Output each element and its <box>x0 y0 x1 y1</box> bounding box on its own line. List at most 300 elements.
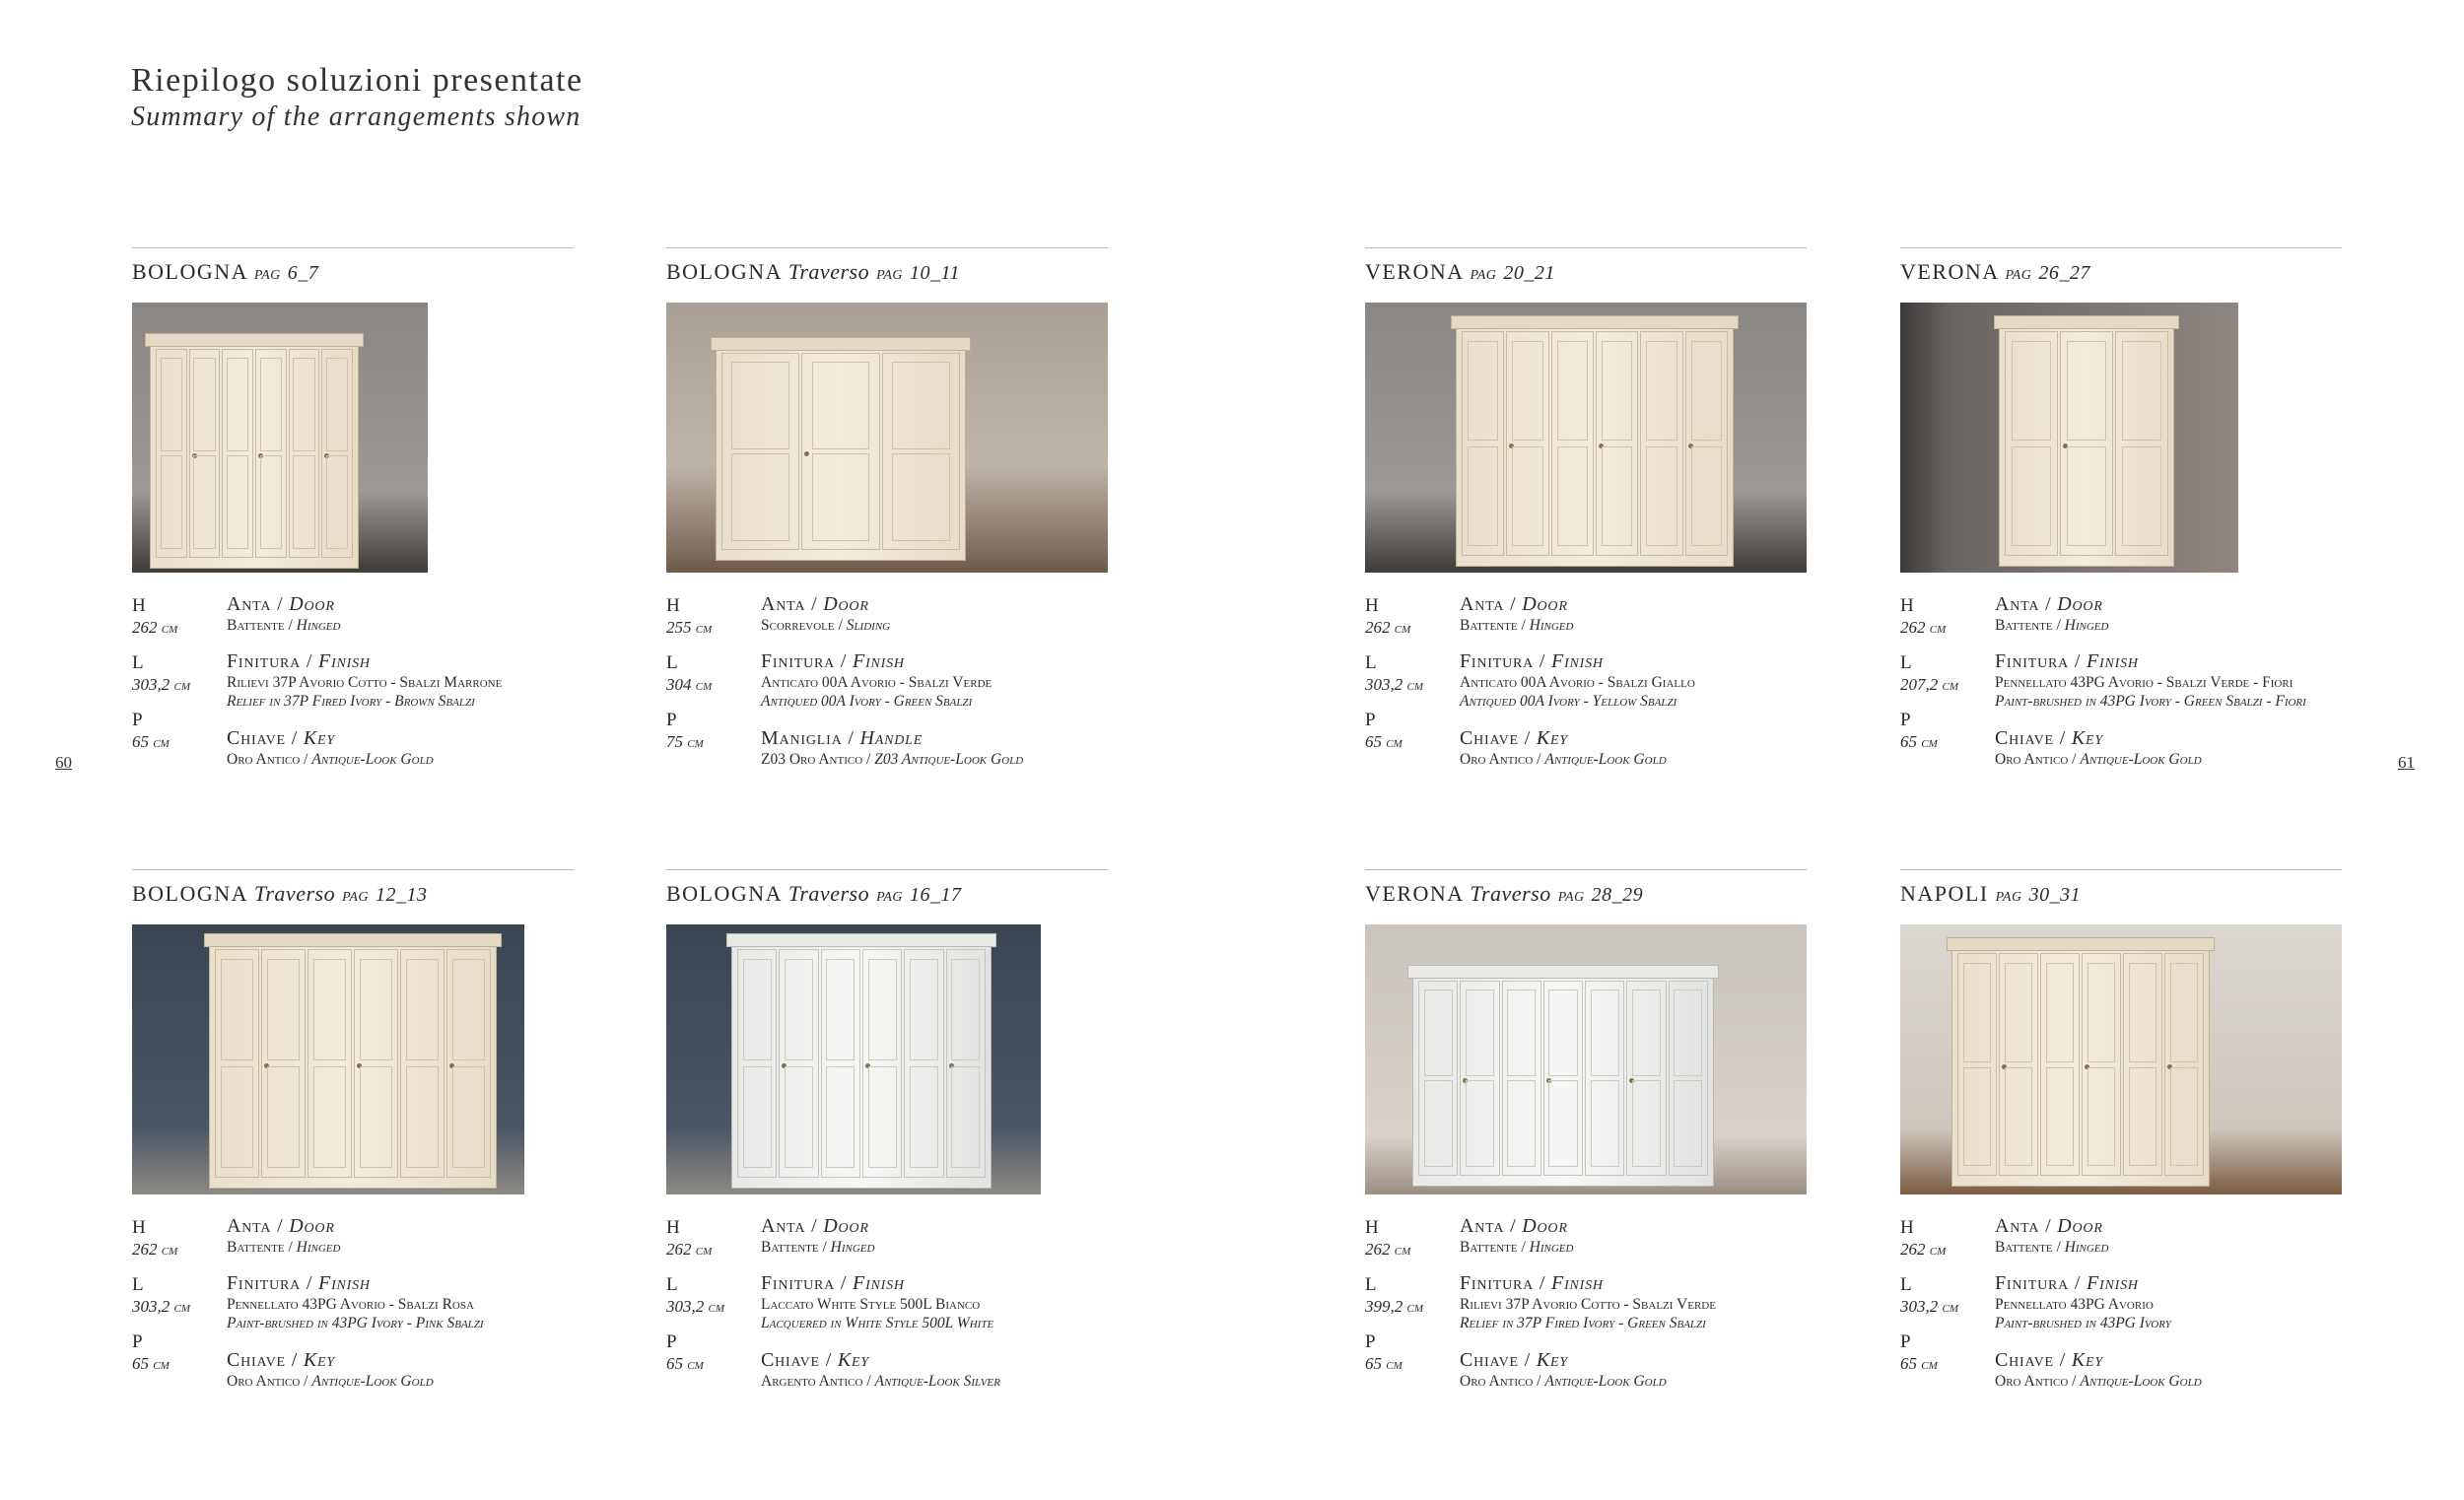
dimension-height: H 262 cm <box>666 1217 713 1259</box>
extra-label-en: Key <box>1536 1349 1568 1371</box>
dimension-height: H 262 cm <box>1900 1217 1947 1259</box>
page-ref: 16_17 <box>910 884 962 906</box>
wardrobe-door <box>289 349 320 558</box>
spec-door: Anta / Door Battente / Hinged <box>1460 1215 1574 1256</box>
finish-it: Pennellato 43PG Avorio <box>1995 1296 2154 1313</box>
depth-unit: cm <box>153 1357 170 1373</box>
height-value: 262 <box>1365 1240 1391 1259</box>
page-ref-label: pag <box>342 884 370 906</box>
dimension-height: H 255 cm <box>666 595 713 637</box>
spec-extra: Chiave / Key Oro Antico / Antique-Look Gold <box>1460 1349 1667 1390</box>
wardrobe-doors <box>214 949 492 1178</box>
wardrobe-cornice <box>1407 965 1719 979</box>
section-divider <box>1365 247 1807 248</box>
spec-finish: Finitura / Finish Rilievi 37P Avorio Cotto - Sbalzi Marrone Relief in 37P Fired Ivory - Brown Sbalzi <box>227 649 621 711</box>
extra-en: Z03 Antique-Look Gold <box>874 751 1024 768</box>
wardrobe-cornice <box>1994 315 2179 329</box>
door-label-en: Door <box>2057 593 2103 615</box>
wardrobe-door <box>1626 981 1666 1176</box>
wardrobe-illustration <box>1456 324 1734 567</box>
spec-extra: Chiave / Key Argento Antico / Antique-Look Silver <box>761 1349 1000 1390</box>
section-divider <box>666 247 1108 248</box>
wardrobe-door <box>904 949 943 1178</box>
extra-it: Oro Antico <box>1460 1373 1534 1390</box>
wardrobe-door <box>1685 331 1728 556</box>
door-knob <box>449 1063 454 1068</box>
finish-label-it: Finitura <box>761 1272 836 1294</box>
product-photo <box>1365 924 1807 1194</box>
door-knob <box>1546 1078 1551 1083</box>
product-title <box>1900 259 2373 289</box>
dimension-length: L 303,2 cm <box>132 652 190 694</box>
wardrobe-cornice <box>1451 315 1739 329</box>
depth-value: 65 <box>1365 732 1382 751</box>
door-type-it: Battente <box>1995 617 2053 634</box>
product-name: VERONA <box>1900 259 1999 284</box>
spec-door: Anta / Door Battente / Hinged <box>227 593 341 634</box>
extra-it: Oro Antico <box>1995 751 2069 768</box>
finish-label-it: Finitura <box>1460 1272 1535 1294</box>
spec-finish: Finitura / Finish Pennellato 43PG Avorio - Sbalzi Verde - Fiori Paint-brushed in 43PG Ivory - Green Sbalzi - Fiori <box>1995 649 2389 711</box>
height-unit: cm <box>695 1243 713 1259</box>
product-name: BOLOGNA <box>132 881 247 906</box>
depth-value: 65 <box>1365 1354 1382 1373</box>
depth-value: 65 <box>666 1354 683 1373</box>
finish-label-en: Finish <box>1551 650 1604 672</box>
wardrobe-doors <box>155 349 354 558</box>
finish-en: Paint-brushed in 43PG Ivory - Green Sbalzi - Fiori <box>1995 693 2306 710</box>
height-unit: cm <box>161 1243 178 1259</box>
page-ref: 28_29 <box>1591 884 1644 906</box>
wardrobe-illustration <box>1999 324 2174 567</box>
door-label-it: Anta <box>1460 1215 1505 1237</box>
height-value: 262 <box>1900 1240 1926 1259</box>
dimension-length: L 303,2 cm <box>666 1274 724 1316</box>
extra-label-en: Key <box>2071 727 2103 749</box>
length-value: 399,2 <box>1365 1297 1403 1316</box>
length-value: 304 <box>666 675 692 694</box>
wardrobe-door <box>1506 331 1548 556</box>
spec-finish: Finitura / Finish Laccato White Style 500L Bianco Lacquered in White Style 500L White <box>761 1271 1155 1332</box>
extra-it: Z03 Oro Antico <box>761 751 863 768</box>
product-title <box>1900 881 2373 911</box>
wardrobe-illustration <box>716 346 966 561</box>
wardrobe-door <box>446 949 491 1178</box>
length-unit: cm <box>1942 678 1958 694</box>
product-card <box>1365 869 1838 1390</box>
spec-door: Anta / Door Scorrevole / Sliding <box>761 593 891 634</box>
depth-value: 65 <box>132 1354 149 1373</box>
dimension-length: L 303,2 cm <box>1365 652 1423 694</box>
door-type-en: Hinged <box>830 1239 875 1256</box>
extra-label-it: Chiave <box>1460 727 1519 749</box>
height-unit: cm <box>695 621 713 637</box>
length-value: 303,2 <box>1365 675 1403 694</box>
extra-label-en: Key <box>1536 727 1568 749</box>
extra-en: Antique-Look Gold <box>2080 1373 2202 1390</box>
height-value: 262 <box>666 1240 692 1259</box>
dimension-length: L 304 cm <box>666 652 713 694</box>
door-label-it: Anta <box>227 593 272 615</box>
extra-label-it: Chiave <box>1995 1349 2054 1371</box>
wardrobe-cornice <box>204 933 502 947</box>
section-divider <box>1900 247 2342 248</box>
wardrobe-door <box>2115 331 2168 556</box>
wardrobe-door <box>1462 331 1504 556</box>
finish-it: Rilievi 37P Avorio Cotto - Sbalzi Verde <box>1460 1296 1716 1313</box>
dimension-height: H 262 cm <box>1365 595 1411 637</box>
extra-label-it: Chiave <box>227 1349 286 1371</box>
wardrobe-door <box>2082 953 2121 1176</box>
product-photo <box>666 924 1041 1194</box>
door-knob <box>1463 1078 1468 1083</box>
finish-label-it: Finitura <box>227 1272 302 1294</box>
product-photo <box>1365 303 1807 573</box>
dimension-height: H 262 cm <box>132 595 178 637</box>
page-ref-label: pag <box>876 884 904 906</box>
door-knob <box>2002 1064 2007 1069</box>
extra-en: Antique-Look Gold <box>1544 751 1667 768</box>
product-photo <box>1900 303 2238 573</box>
product-title <box>1365 881 1838 911</box>
wardrobe-illustration <box>1951 946 2210 1187</box>
finish-en: Paint-brushed in 43PG Ivory <box>1995 1315 2171 1331</box>
wardrobe-door <box>1502 981 1541 1176</box>
extra-label-en: Key <box>303 727 335 749</box>
wardrobe-door <box>215 949 259 1178</box>
door-label-en: Door <box>289 593 335 615</box>
wardrobe-door <box>2123 953 2162 1176</box>
height-value: 262 <box>1900 618 1926 637</box>
door-knob <box>264 1063 269 1068</box>
spec-extra: Chiave / Key Oro Antico / Antique-Look Gold <box>227 727 434 768</box>
product-name: BOLOGNA <box>666 881 782 906</box>
wardrobe-illustration <box>209 942 497 1189</box>
height-unit: cm <box>1929 1243 1947 1259</box>
product-photo <box>1900 924 2342 1194</box>
wardrobe-doors <box>2004 331 2169 556</box>
dimension-depth: P 65 cm <box>132 1331 170 1373</box>
length-unit: cm <box>1406 678 1423 694</box>
dimension-length: L 303,2 cm <box>132 1274 190 1316</box>
depth-unit: cm <box>687 1357 704 1373</box>
height-unit: cm <box>1394 1243 1411 1259</box>
product-variant: Traverso <box>1470 881 1551 906</box>
extra-label-it: Chiave <box>761 1349 820 1371</box>
dimension-height: H 262 cm <box>1900 595 1947 637</box>
extra-label-en: Key <box>2071 1349 2103 1371</box>
extra-en: Antique-Look Gold <box>311 1373 434 1390</box>
extra-label-en: Key <box>303 1349 335 1371</box>
extra-it: Oro Antico <box>227 751 301 768</box>
extra-label-it: Chiave <box>1995 727 2054 749</box>
height-value: 262 <box>132 1240 158 1259</box>
length-value: 303,2 <box>132 675 171 694</box>
product-title <box>666 259 1139 289</box>
depth-value: 75 <box>666 732 683 751</box>
wardrobe-door <box>2005 331 2058 556</box>
door-knob <box>1688 443 1693 448</box>
door-knob <box>192 453 197 458</box>
door-type-it: Scorrevole <box>761 617 835 634</box>
finish-en: Relief in 37P Fired Ivory - Green Sbalzi <box>1460 1315 1706 1331</box>
door-label-en: Door <box>823 1215 869 1237</box>
dimension-length: L 207,2 cm <box>1900 652 1958 694</box>
wardrobe-door <box>882 353 960 550</box>
spec-door: Anta / Door Battente / Hinged <box>1460 593 1574 634</box>
spec-extra: Chiave / Key Oro Antico / Antique-Look Gold <box>227 1349 434 1390</box>
door-type-it: Battente <box>1460 1239 1518 1256</box>
wardrobe-door <box>1999 953 2038 1176</box>
height-unit: cm <box>1929 621 1947 637</box>
extra-it: Oro Antico <box>1995 1373 2069 1390</box>
product-name: VERONA <box>1365 881 1464 906</box>
extra-label-it: Chiave <box>1460 1349 1519 1371</box>
length-value: 303,2 <box>132 1297 171 1316</box>
page-ref: 12_13 <box>376 884 428 906</box>
spec-finish: Finitura / Finish Pennellato 43PG Avorio Paint-brushed in 43PG Ivory <box>1995 1271 2389 1332</box>
product-photo <box>666 303 1108 573</box>
section-divider <box>132 869 574 870</box>
wardrobe-illustration <box>150 342 359 569</box>
door-label-it: Anta <box>761 1215 806 1237</box>
finish-label-it: Finitura <box>761 650 836 672</box>
page-ref: 20_21 <box>1503 262 1555 284</box>
door-knob <box>357 1063 362 1068</box>
wardrobe-door <box>321 349 353 558</box>
wardrobe-door <box>354 949 398 1178</box>
depth-unit: cm <box>687 735 704 751</box>
length-unit: cm <box>1942 1300 1958 1316</box>
page-ref: 10_11 <box>910 262 961 284</box>
door-label-en: Door <box>1522 593 1568 615</box>
product-photo <box>132 924 524 1194</box>
door-knob <box>258 453 263 458</box>
page-subtitle: Summary of the arrangements shown <box>131 102 582 132</box>
product-variant: Traverso <box>787 259 870 284</box>
finish-en: Antiqued 00A Ivory - Green Sbalzi <box>761 693 973 710</box>
door-knob <box>949 1063 954 1068</box>
wardrobe-door <box>222 349 253 558</box>
door-knob <box>865 1063 870 1068</box>
product-name: NAPOLI <box>1900 881 1989 906</box>
extra-label-en: Key <box>837 1349 869 1371</box>
length-unit: cm <box>173 678 190 694</box>
product-variant: Traverso <box>253 881 336 906</box>
depth-value: 65 <box>132 732 149 751</box>
product-title <box>132 881 605 911</box>
wardrobe-cornice <box>1947 937 2215 951</box>
door-type-it: Battente <box>227 1239 285 1256</box>
wardrobe-door <box>1551 331 1594 556</box>
door-type-en: Hinged <box>1529 1239 1574 1256</box>
wardrobe-door <box>400 949 445 1178</box>
door-label-it: Anta <box>761 593 806 615</box>
spec-door: Anta / Door Battente / Hinged <box>1995 593 2109 634</box>
spec-door: Anta / Door Battente / Hinged <box>1995 1215 2109 1256</box>
product-card <box>1900 869 2373 1390</box>
finish-label-en: Finish <box>2087 1272 2139 1294</box>
door-label-en: Door <box>289 1215 335 1237</box>
finish-it: Pennellato 43PG Avorio - Sbalzi Rosa <box>227 1296 474 1313</box>
page-heading <box>131 61 583 134</box>
door-knob <box>2167 1064 2172 1069</box>
finish-en: Relief in 37P Fired Ivory - Brown Sbalzi <box>227 693 475 710</box>
product-card <box>132 869 605 1390</box>
finish-en: Paint-brushed in 43PG Ivory - Pink Sbalzi <box>227 1315 484 1331</box>
door-type-it: Battente <box>1995 1239 2053 1256</box>
door-knob <box>804 451 809 456</box>
extra-label-it: Maniglia <box>761 727 843 749</box>
wardrobe-door <box>255 349 287 558</box>
finish-label-it: Finitura <box>227 650 302 672</box>
depth-value: 65 <box>1900 1354 1917 1373</box>
wardrobe-cornice <box>726 933 996 947</box>
product-name: BOLOGNA <box>666 259 782 284</box>
spec-door: Anta / Door Battente / Hinged <box>227 1215 341 1256</box>
product-name: VERONA <box>1365 259 1464 284</box>
page-ref: 6_7 <box>287 262 319 284</box>
wardrobe-door <box>2060 331 2113 556</box>
finish-it: Pennellato 43PG Avorio - Sbalzi Verde - Fiori <box>1995 674 2293 691</box>
extra-en: Antique-Look Silver <box>874 1373 1000 1390</box>
section-divider <box>1365 869 1807 870</box>
wardrobe-door <box>862 949 902 1178</box>
dimension-length: L 303,2 cm <box>1900 1274 1958 1316</box>
wardrobe-door <box>1640 331 1682 556</box>
length-unit: cm <box>1406 1300 1423 1316</box>
height-unit: cm <box>161 621 178 637</box>
page-ref: 26_27 <box>2038 262 2090 284</box>
finish-label-en: Finish <box>853 650 905 672</box>
page-ref: 30_31 <box>2028 884 2082 906</box>
height-unit: cm <box>1394 621 1411 637</box>
door-type-en: Hinged <box>296 1239 341 1256</box>
page-title: Riepilogo soluzioni presentate <box>131 62 583 99</box>
extra-it: Argento Antico <box>761 1373 863 1390</box>
spec-extra: Chiave / Key Oro Antico / Antique-Look Gold <box>1995 1349 2202 1390</box>
length-unit: cm <box>173 1300 190 1316</box>
extra-en: Antique-Look Gold <box>311 751 434 768</box>
spec-finish: Finitura / Finish Rilievi 37P Avorio Cotto - Sbalzi Verde Relief in 37P Fired Ivory - Green Sbalzi <box>1460 1271 1854 1332</box>
door-knob <box>324 453 329 458</box>
depth-unit: cm <box>1386 735 1403 751</box>
finish-label-en: Finish <box>1551 1272 1604 1294</box>
wardrobe-door <box>1957 953 1997 1176</box>
product-card <box>666 247 1139 768</box>
extra-label-it: Chiave <box>227 727 286 749</box>
door-knob <box>2085 1064 2089 1069</box>
page-ref-label: pag <box>876 262 904 284</box>
length-value: 303,2 <box>1900 1297 1939 1316</box>
wardrobe-doors <box>1956 953 2205 1176</box>
product-variant: Traverso <box>787 881 870 906</box>
product-card <box>1900 247 2373 768</box>
dimension-depth: P 65 cm <box>666 1331 704 1373</box>
finish-en: Antiqued 00A Ivory - Yellow Sbalzi <box>1460 693 1677 710</box>
wardrobe-door <box>779 949 818 1178</box>
depth-unit: cm <box>1921 735 1938 751</box>
finish-it: Anticato 00A Avorio - Sbalzi Giallo <box>1460 674 1695 691</box>
spec-finish: Finitura / Finish Anticato 00A Avorio - Sbalzi Giallo Antiqued 00A Ivory - Yellow Sbalzi <box>1460 649 1854 711</box>
door-label-en: Door <box>823 593 869 615</box>
section-divider <box>666 869 1108 870</box>
dimension-depth: P 65 cm <box>1365 710 1403 751</box>
wardrobe-door <box>1585 981 1624 1176</box>
page-ref-label: pag <box>1995 884 2022 906</box>
dimension-depth: P 65 cm <box>1365 1331 1403 1373</box>
product-card <box>666 869 1139 1390</box>
finish-label-en: Finish <box>2087 650 2139 672</box>
height-value: 262 <box>132 618 158 637</box>
finish-label-it: Finitura <box>1995 650 2070 672</box>
finish-it: Laccato White Style 500L Bianco <box>761 1296 981 1313</box>
wardrobe-doors <box>1417 981 1709 1176</box>
spec-finish: Finitura / Finish Anticato 00A Avorio - Sbalzi Verde Antiqued 00A Ivory - Green Sbalzi <box>761 649 1155 711</box>
page-ref-label: pag <box>1557 884 1585 906</box>
door-type-en: Sliding <box>846 617 891 634</box>
door-type-it: Battente <box>1460 617 1518 634</box>
depth-value: 65 <box>1900 732 1917 751</box>
door-type-en: Hinged <box>2064 617 2109 634</box>
wardrobe-doors <box>736 949 987 1178</box>
length-unit: cm <box>695 678 713 694</box>
finish-it: Anticato 00A Avorio - Sbalzi Verde <box>761 674 992 691</box>
door-label-it: Anta <box>1460 593 1505 615</box>
dimension-depth: P 75 cm <box>666 710 704 751</box>
wardrobe-door <box>1596 331 1638 556</box>
product-title <box>132 259 605 289</box>
door-knob <box>1509 443 1514 448</box>
dimension-length: L 399,2 cm <box>1365 1274 1423 1316</box>
spec-door: Anta / Door Battente / Hinged <box>761 1215 875 1256</box>
door-type-it: Battente <box>761 1239 819 1256</box>
door-type-it: Battente <box>227 617 285 634</box>
wardrobe-doors <box>720 353 961 550</box>
extra-en: Antique-Look Gold <box>2080 751 2202 768</box>
length-value: 207,2 <box>1900 675 1939 694</box>
door-type-en: Hinged <box>2064 1239 2109 1256</box>
wardrobe-door <box>1418 981 1458 1176</box>
wardrobe-cornice <box>145 333 364 347</box>
wardrobe-doors <box>1461 331 1729 556</box>
product-title <box>1365 259 1838 289</box>
wardrobe-door <box>821 949 860 1178</box>
depth-unit: cm <box>153 735 170 751</box>
wardrobe-illustration <box>731 942 992 1189</box>
wardrobe-door <box>1543 981 1583 1176</box>
door-label-en: Door <box>2057 1215 2103 1237</box>
wardrobe-door <box>261 949 306 1178</box>
wardrobe-door <box>308 949 352 1178</box>
spec-finish: Finitura / Finish Pennellato 43PG Avorio - Sbalzi Rosa Paint-brushed in 43PG Ivory - Pink Sbalzi <box>227 1271 621 1332</box>
product-name: BOLOGNA <box>132 259 247 284</box>
spec-extra: Maniglia / Handle Z03 Oro Antico / Z03 Antique-Look Gold <box>761 727 1024 768</box>
height-value: 255 <box>666 618 692 637</box>
dimension-depth: P 65 cm <box>1900 1331 1938 1373</box>
door-type-en: Hinged <box>1529 617 1574 634</box>
wardrobe-door <box>189 349 221 558</box>
wardrobe-cornice <box>711 337 971 351</box>
door-type-en: Hinged <box>296 617 341 634</box>
spec-extra: Chiave / Key Oro Antico / Antique-Look Gold <box>1460 727 1667 768</box>
length-value: 303,2 <box>666 1297 705 1316</box>
page-number-left: 60 <box>55 753 72 772</box>
length-unit: cm <box>708 1300 724 1316</box>
extra-it: Oro Antico <box>1460 751 1534 768</box>
finish-label-en: Finish <box>853 1272 905 1294</box>
product-card <box>132 247 605 768</box>
